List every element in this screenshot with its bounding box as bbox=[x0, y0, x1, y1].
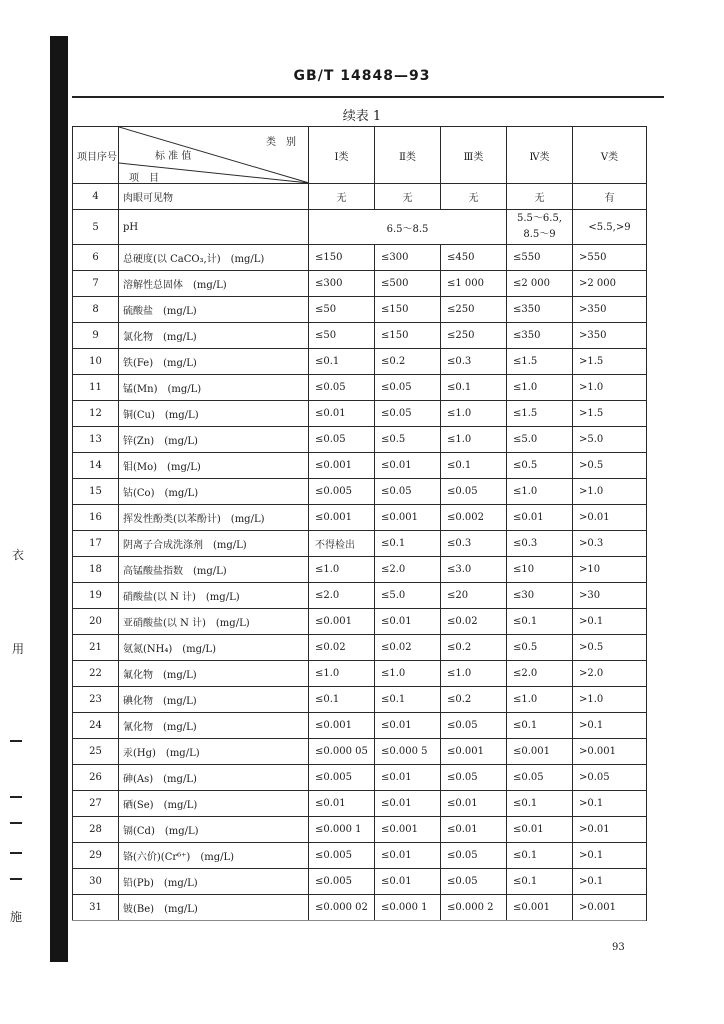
row-value-class-1: ≤0.005 bbox=[309, 869, 375, 895]
row-item-name: 硫酸盐 (mg/L) bbox=[119, 297, 309, 323]
table-row bbox=[73, 323, 647, 349]
table-row bbox=[73, 817, 647, 843]
margin-dash bbox=[10, 740, 22, 742]
row-value-class-3: ≤0.05 bbox=[441, 479, 507, 505]
row-number: 29 bbox=[73, 843, 119, 869]
margin-dash bbox=[10, 796, 22, 798]
scan-edge-bar bbox=[50, 36, 68, 962]
row-value-class-3: ≤0.3 bbox=[441, 349, 507, 375]
row-item-name: 碘化物 (mg/L) bbox=[119, 687, 309, 713]
row-value-class-3: ≤0.002 bbox=[441, 505, 507, 531]
row-value-class-1: ≤300 bbox=[309, 271, 375, 297]
row-item-name: 总硬度(以 CaCO₃,计) (mg/L) bbox=[119, 245, 309, 271]
row-item-name: 阴离子合成洗涤剂 (mg/L) bbox=[119, 531, 309, 557]
row-value-class-3: ≤0.000 2 bbox=[441, 895, 507, 921]
table-row bbox=[73, 895, 647, 921]
row-value-class-1: ≤0.005 bbox=[309, 843, 375, 869]
table-row bbox=[73, 271, 647, 297]
row-value-class-2: ≤0.05 bbox=[375, 375, 441, 401]
row-value-class-2: ≤0.1 bbox=[375, 687, 441, 713]
row-value-class-4: ≤0.1 bbox=[507, 609, 573, 635]
row-value-class-4: ≤1.0 bbox=[507, 375, 573, 401]
row-item-name: 挥发性酚类(以苯酚计) (mg/L) bbox=[119, 505, 309, 531]
header-class-1: Ⅰ类 bbox=[309, 127, 375, 184]
row-value-class-1: 不得检出 bbox=[309, 531, 375, 557]
table-row bbox=[73, 843, 647, 869]
table-row bbox=[73, 401, 647, 427]
row-value-class-2: ≤0.05 bbox=[375, 401, 441, 427]
row-item-name: 汞(Hg) (mg/L) bbox=[119, 739, 309, 765]
row-value-class-5: >0.1 bbox=[573, 869, 647, 895]
row-value-class-3: ≤0.1 bbox=[441, 453, 507, 479]
row-value-class-5: >0.5 bbox=[573, 635, 647, 661]
row-value-class-4: ≤1.0 bbox=[507, 479, 573, 505]
row-value-class-2: ≤0.1 bbox=[375, 531, 441, 557]
table-row bbox=[73, 479, 647, 505]
table-row bbox=[73, 791, 647, 817]
row-value-class-1: ≤0.1 bbox=[309, 349, 375, 375]
table-row bbox=[73, 557, 647, 583]
row-value-class-5: >0.5 bbox=[573, 453, 647, 479]
row-number: 23 bbox=[73, 687, 119, 713]
ph-range-class-4 bbox=[507, 210, 573, 245]
row-value-class-3: ≤0.2 bbox=[441, 687, 507, 713]
table-row bbox=[73, 375, 647, 401]
row-item-name: 锰(Mn) (mg/L) bbox=[119, 375, 309, 401]
table-row bbox=[73, 765, 647, 791]
row-value-class-1: ≤1.0 bbox=[309, 557, 375, 583]
row-value-class-2: ≤0.01 bbox=[375, 869, 441, 895]
row-value-class-3: ≤0.3 bbox=[441, 531, 507, 557]
row-number: 5 bbox=[73, 210, 119, 245]
row-value-class-1: ≤0.1 bbox=[309, 687, 375, 713]
margin-dash bbox=[10, 852, 22, 854]
row-value-class-3: ≤0.05 bbox=[441, 869, 507, 895]
row-number: 18 bbox=[73, 557, 119, 583]
page-number: 93 bbox=[612, 942, 625, 953]
row-value-class-1: ≤0.05 bbox=[309, 427, 375, 453]
row-value-class-5: >1.0 bbox=[573, 687, 647, 713]
header-item: 项 目 bbox=[129, 173, 159, 184]
row-value-class-2: ≤0.01 bbox=[375, 453, 441, 479]
header-diagonal-cell bbox=[119, 127, 309, 184]
table-row bbox=[73, 869, 647, 895]
row-number: 22 bbox=[73, 661, 119, 687]
row-value-class-4: ≤0.1 bbox=[507, 713, 573, 739]
row-item-name: 镉(Cd) (mg/L) bbox=[119, 817, 309, 843]
row-number: 25 bbox=[73, 739, 119, 765]
row-value-class-5: >2.0 bbox=[573, 661, 647, 687]
row-value-class-5: >0.3 bbox=[573, 531, 647, 557]
row-value-class-4: ≤0.01 bbox=[507, 817, 573, 843]
row-number: 17 bbox=[73, 531, 119, 557]
row-value-class-5: >0.01 bbox=[573, 505, 647, 531]
row-number: 31 bbox=[73, 895, 119, 921]
row-value-class-4: ≤30 bbox=[507, 583, 573, 609]
row-item-name: 铍(Be) (mg/L) bbox=[119, 895, 309, 921]
table-header-row bbox=[73, 127, 647, 184]
row-value-class-4: ≤0.1 bbox=[507, 791, 573, 817]
table-row bbox=[73, 687, 647, 713]
table-row bbox=[73, 349, 647, 375]
row-item-name: 钴(Co) (mg/L) bbox=[119, 479, 309, 505]
row-number: 14 bbox=[73, 453, 119, 479]
row-value-class-1: ≤1.0 bbox=[309, 661, 375, 687]
row-number: 19 bbox=[73, 583, 119, 609]
row-value-class-1: ≤50 bbox=[309, 297, 375, 323]
row-value-class-4: ≤0.05 bbox=[507, 765, 573, 791]
row-value-class-2: ≤0.01 bbox=[375, 765, 441, 791]
row-value-class-5: >0.1 bbox=[573, 791, 647, 817]
row-number: 15 bbox=[73, 479, 119, 505]
row-value-class-4: ≤1.0 bbox=[507, 687, 573, 713]
table-row bbox=[73, 661, 647, 687]
row-value-class-4: ≤0.1 bbox=[507, 843, 573, 869]
row-value-class-1: ≤0.001 bbox=[309, 505, 375, 531]
row-value-class-5: >2 000 bbox=[573, 271, 647, 297]
row-number: 11 bbox=[73, 375, 119, 401]
row-value-class-5: >0.05 bbox=[573, 765, 647, 791]
row-value-class-3: ≤0.01 bbox=[441, 817, 507, 843]
row-number: 9 bbox=[73, 323, 119, 349]
row-value-class-4: ≤2.0 bbox=[507, 661, 573, 687]
row-value-class-1: ≤0.000 05 bbox=[309, 739, 375, 765]
row-value-class-1: ≤0.000 02 bbox=[309, 895, 375, 921]
row-value-class-2: ≤2.0 bbox=[375, 557, 441, 583]
row-value-class-3: ≤20 bbox=[441, 583, 507, 609]
row-value-class-4: ≤0.5 bbox=[507, 453, 573, 479]
row-value-class-5: >350 bbox=[573, 297, 647, 323]
row-value-class-2: ≤150 bbox=[375, 323, 441, 349]
row-value-class-4: ≤10 bbox=[507, 557, 573, 583]
row-number: 7 bbox=[73, 271, 119, 297]
row-value-class-5: >30 bbox=[573, 583, 647, 609]
row-value-class-2: ≤0.2 bbox=[375, 349, 441, 375]
row-number: 20 bbox=[73, 609, 119, 635]
row-number: 6 bbox=[73, 245, 119, 271]
row-number: 26 bbox=[73, 765, 119, 791]
row-item-name: 铜(Cu) (mg/L) bbox=[119, 401, 309, 427]
table-row bbox=[73, 609, 647, 635]
row-value-class-1: ≤2.0 bbox=[309, 583, 375, 609]
header-class-5: Ⅴ类 bbox=[573, 127, 647, 184]
row-value-class-2: ≤500 bbox=[375, 271, 441, 297]
row-value-class-5: >10 bbox=[573, 557, 647, 583]
ph-class-4-line-2: 8.5～9 bbox=[523, 229, 556, 240]
row-value-class-3: ≤1.0 bbox=[441, 661, 507, 687]
water-quality-table bbox=[72, 126, 647, 921]
row-value-class-3: ≤0.01 bbox=[441, 791, 507, 817]
row-value-class-5: >1.5 bbox=[573, 349, 647, 375]
row-item-name: 氯化物 (mg/L) bbox=[119, 323, 309, 349]
row-number: 21 bbox=[73, 635, 119, 661]
row-value-class-5: >0.1 bbox=[573, 713, 647, 739]
row-value-class-2: ≤5.0 bbox=[375, 583, 441, 609]
header-standard-value: 标 准 值 bbox=[155, 151, 192, 162]
ph-range-class-1-3: 6.5～8.5 bbox=[309, 210, 507, 245]
table-row bbox=[73, 427, 647, 453]
header-seq: 项目序号 bbox=[73, 127, 119, 184]
row-item-name: 氟化物 (mg/L) bbox=[119, 661, 309, 687]
row-value-class-1: ≤0.05 bbox=[309, 375, 375, 401]
row-value-class-4: ≤0.01 bbox=[507, 505, 573, 531]
row-value-class-2: ≤0.01 bbox=[375, 713, 441, 739]
row-value-class-2: ≤0.01 bbox=[375, 791, 441, 817]
row-value-class-3: ≤1 000 bbox=[441, 271, 507, 297]
header-category: 类 别 bbox=[266, 137, 296, 148]
row-item-name: 铅(Pb) (mg/L) bbox=[119, 869, 309, 895]
row-number: 10 bbox=[73, 349, 119, 375]
row-value-class-2: ≤0.000 5 bbox=[375, 739, 441, 765]
row-value-class-1: ≤0.005 bbox=[309, 479, 375, 505]
table-row bbox=[73, 184, 647, 210]
row-value-class-3: ≤1.0 bbox=[441, 401, 507, 427]
row-value-class-2: ≤0.5 bbox=[375, 427, 441, 453]
row-value-class-4: ≤1.5 bbox=[507, 401, 573, 427]
margin-glyph-2: 用 bbox=[12, 642, 25, 656]
table-title: 续表 1 bbox=[342, 109, 382, 124]
row-value-class-3: 无 bbox=[441, 184, 507, 210]
row-value-class-5: >1.0 bbox=[573, 375, 647, 401]
row-value-class-1: 无 bbox=[309, 184, 375, 210]
row-value-class-4: ≤550 bbox=[507, 245, 573, 271]
row-value-class-4: ≤2 000 bbox=[507, 271, 573, 297]
row-number: 12 bbox=[73, 401, 119, 427]
table-row bbox=[73, 245, 647, 271]
row-value-class-4: ≤0.3 bbox=[507, 531, 573, 557]
row-value-class-4: ≤5.0 bbox=[507, 427, 573, 453]
row-value-class-4: ≤0.001 bbox=[507, 895, 573, 921]
row-value-class-3: ≤250 bbox=[441, 297, 507, 323]
row-value-class-3: ≤0.05 bbox=[441, 713, 507, 739]
row-value-class-4: ≤350 bbox=[507, 297, 573, 323]
row-value-class-5: >0.1 bbox=[573, 843, 647, 869]
table-row bbox=[73, 453, 647, 479]
row-value-class-5: >0.001 bbox=[573, 739, 647, 765]
row-value-class-3: ≤3.0 bbox=[441, 557, 507, 583]
row-value-class-5: >0.1 bbox=[573, 609, 647, 635]
row-value-class-2: ≤0.01 bbox=[375, 609, 441, 635]
row-value-class-1: ≤0.001 bbox=[309, 609, 375, 635]
row-item-name: 氰化物 (mg/L) bbox=[119, 713, 309, 739]
row-value-class-4: ≤0.1 bbox=[507, 869, 573, 895]
table-row bbox=[73, 713, 647, 739]
standard-code: GB/T 14848—93 bbox=[293, 68, 431, 84]
row-value-class-3: ≤0.001 bbox=[441, 739, 507, 765]
row-item-name: pH bbox=[119, 210, 309, 245]
row-value-class-3: ≤250 bbox=[441, 323, 507, 349]
table-row bbox=[73, 739, 647, 765]
row-value-class-5: >350 bbox=[573, 323, 647, 349]
table-row bbox=[73, 635, 647, 661]
table-row bbox=[73, 531, 647, 557]
row-item-name: 硝酸盐(以 N 计) (mg/L) bbox=[119, 583, 309, 609]
row-number: 16 bbox=[73, 505, 119, 531]
row-value-class-2: ≤0.001 bbox=[375, 505, 441, 531]
row-value-class-1: ≤0.001 bbox=[309, 453, 375, 479]
row-value-class-2: ≤150 bbox=[375, 297, 441, 323]
row-value-class-3: ≤450 bbox=[441, 245, 507, 271]
row-item-name: 肉眼可见物 bbox=[119, 184, 309, 210]
row-value-class-1: ≤0.000 1 bbox=[309, 817, 375, 843]
row-number: 8 bbox=[73, 297, 119, 323]
table-row bbox=[73, 505, 647, 531]
row-value-class-5: >550 bbox=[573, 245, 647, 271]
row-value-class-2: ≤0.001 bbox=[375, 817, 441, 843]
row-item-name: 氨氮(NH₄) (mg/L) bbox=[119, 635, 309, 661]
row-value-class-4: 无 bbox=[507, 184, 573, 210]
margin-dash bbox=[10, 822, 22, 824]
row-item-name: 硒(Se) (mg/L) bbox=[119, 791, 309, 817]
row-value-class-5: >0.001 bbox=[573, 895, 647, 921]
header-class-4: Ⅳ类 bbox=[507, 127, 573, 184]
row-item-name: 高锰酸盐指数 (mg/L) bbox=[119, 557, 309, 583]
margin-glyph-1: 衣 bbox=[12, 548, 25, 562]
table-row-ph bbox=[73, 210, 647, 245]
row-item-name: 铁(Fe) (mg/L) bbox=[119, 349, 309, 375]
row-value-class-2: ≤300 bbox=[375, 245, 441, 271]
bottom-rule bbox=[72, 920, 646, 921]
row-value-class-4: ≤350 bbox=[507, 323, 573, 349]
margin-glyph-3: 施 bbox=[10, 910, 23, 924]
row-item-name: 砷(As) (mg/L) bbox=[119, 765, 309, 791]
header-rule bbox=[72, 96, 664, 98]
row-value-class-5: >1.0 bbox=[573, 479, 647, 505]
row-item-name: 铬(六价)(Cr⁶⁺) (mg/L) bbox=[119, 843, 309, 869]
row-value-class-4: ≤0.5 bbox=[507, 635, 573, 661]
margin-dash bbox=[10, 878, 22, 880]
row-number: 27 bbox=[73, 791, 119, 817]
row-value-class-3: ≤0.05 bbox=[441, 843, 507, 869]
row-number: 24 bbox=[73, 713, 119, 739]
row-number: 13 bbox=[73, 427, 119, 453]
row-value-class-3: ≤0.1 bbox=[441, 375, 507, 401]
row-value-class-2: ≤0.000 1 bbox=[375, 895, 441, 921]
row-value-class-2: ≤0.05 bbox=[375, 479, 441, 505]
row-value-class-1: ≤0.001 bbox=[309, 713, 375, 739]
row-value-class-2: ≤1.0 bbox=[375, 661, 441, 687]
table-row bbox=[73, 583, 647, 609]
row-item-name: 锌(Zn) (mg/L) bbox=[119, 427, 309, 453]
row-number: 28 bbox=[73, 817, 119, 843]
row-value-class-4: ≤0.001 bbox=[507, 739, 573, 765]
ph-class-4-line-1: 5.5～6.5, bbox=[517, 213, 562, 224]
row-value-class-5: >1.5 bbox=[573, 401, 647, 427]
row-value-class-3: ≤0.02 bbox=[441, 609, 507, 635]
row-value-class-1: ≤50 bbox=[309, 323, 375, 349]
row-value-class-3: ≤0.05 bbox=[441, 765, 507, 791]
row-value-class-5: >5.0 bbox=[573, 427, 647, 453]
row-value-class-3: ≤0.2 bbox=[441, 635, 507, 661]
row-value-class-2: ≤0.02 bbox=[375, 635, 441, 661]
header-class-2: Ⅱ类 bbox=[375, 127, 441, 184]
row-value-class-4: ≤1.5 bbox=[507, 349, 573, 375]
row-value-class-5: >0.01 bbox=[573, 817, 647, 843]
row-number: 4 bbox=[73, 184, 119, 210]
row-item-name: 亚硝酸盐(以 N 计) (mg/L) bbox=[119, 609, 309, 635]
row-value-class-2: 无 bbox=[375, 184, 441, 210]
row-number: 30 bbox=[73, 869, 119, 895]
row-item-name: 溶解性总固体 (mg/L) bbox=[119, 271, 309, 297]
row-value-class-1: ≤0.02 bbox=[309, 635, 375, 661]
row-value-class-5: 有 bbox=[573, 184, 647, 210]
row-value-class-1: ≤0.005 bbox=[309, 765, 375, 791]
row-item-name: 钼(Mo) (mg/L) bbox=[119, 453, 309, 479]
table-row bbox=[73, 297, 647, 323]
row-value-class-1: ≤150 bbox=[309, 245, 375, 271]
row-value-class-1: ≤0.01 bbox=[309, 791, 375, 817]
row-value-class-1: ≤0.01 bbox=[309, 401, 375, 427]
row-value-class-2: ≤0.01 bbox=[375, 843, 441, 869]
row-value-class-3: ≤1.0 bbox=[441, 427, 507, 453]
header-class-3: Ⅲ类 bbox=[441, 127, 507, 184]
ph-range-class-5: <5.5,>9 bbox=[573, 210, 647, 245]
